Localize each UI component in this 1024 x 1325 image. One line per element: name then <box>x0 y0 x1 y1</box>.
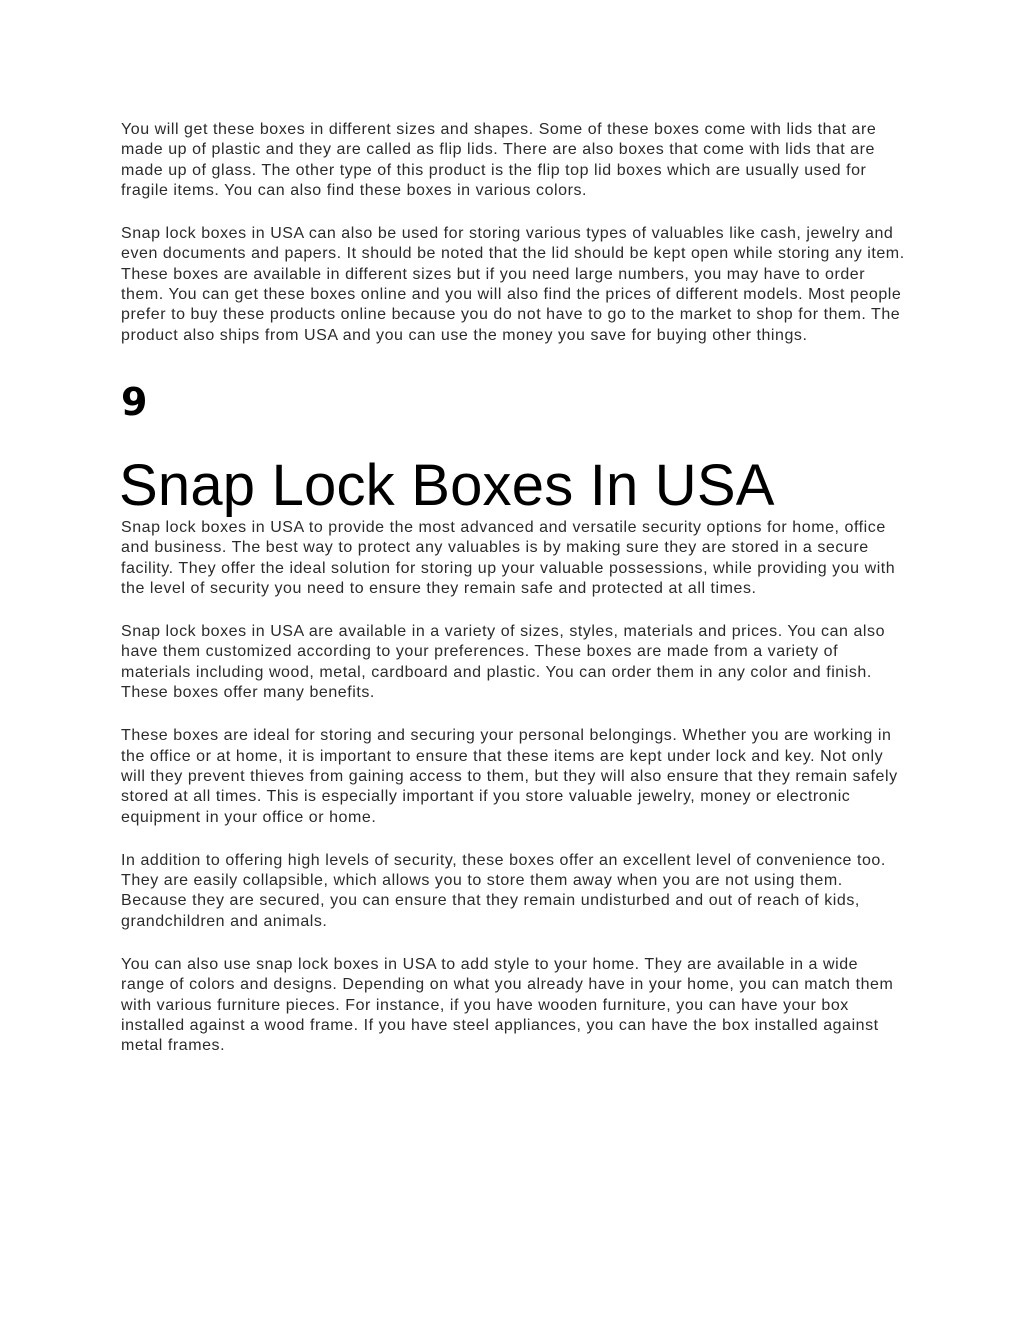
section-paragraph-2: Snap lock boxes in USA are available in a variety of sizes, styles, materials and prices. You can also have them customized according to your preferences. These boxes are made from a variety of materials including wood, metal, cardboard and plastic. You can order them in any color and finish. These boxes offer many benefits. <box>121 623 886 702</box>
intro-paragraph-2: Snap lock boxes in USA can also be used for storing various types of valuables like cash, jewelry and even documents and papers. It should be noted that the lid should be kept open while storing any item. These boxes are available in different sizes but if you need large numbers, you may have to order them. You can get these boxes online and you will also find the prices of different models. Most people prefer to buy these products online because you do not have to go to the market to shop for them. The product also ships from USA and you can use the money you save for buying other things. <box>121 225 905 344</box>
section-title: Snap Lock Boxes In USA <box>119 452 775 518</box>
section-paragraph-1: Snap lock boxes in USA to provide the most advanced and versatile security options for home, office and business. The best way to protect any valuables is by making sure they are stored in a secure facility. They offer the ideal solution for storing up your valuable possessions, while providing you with the level of security you need to ensure they remain safe and protected at all times. <box>121 518 896 597</box>
section-paragraph-5: You can also use snap lock boxes in USA to add style to your home. They are available in a wide range of colors and designs. Depending on what you already have in your home, you can match them with various furniture pieces. For instance, if you have wooden furniture, you can have your box installed against a wood frame. If you have steel appliances, you can have the box installed against metal frames. <box>121 956 894 1055</box>
section-paragraph-4: In addition to offering high levels of security, these boxes offer an excellent level of convenience too. They are easily collapsible, which allows you to store them away when you are not using them. Because they are secured, you can ensure that they remain undisturbed and out of reach of kids, grandchildren and animals. <box>121 851 886 930</box>
page-number: 9 <box>121 379 148 424</box>
intro-paragraph-1: You will get these boxes in different sizes and shapes. Some of these boxes come with lids that are made up of plastic and they are called as flip lids. There are also boxes that come with lids that are made up of glass. The other type of this product is the flip top lid boxes which are usually used for fragile items. You can also find these boxes in various colors. <box>121 121 877 199</box>
document-page <box>121 120 906 1057</box>
section-paragraph-3: These boxes are ideal for storing and securing your personal belongings. Whether you are working in the office or at home, it is important to ensure that these items are kept under lock and key. Not only will they prevent thieves from gaining access to them, but they will also ensure that they remain safely stored at all times. This is especially important if you store valuable jewelry, money or electronic equipment in your office or home. <box>121 727 898 826</box>
